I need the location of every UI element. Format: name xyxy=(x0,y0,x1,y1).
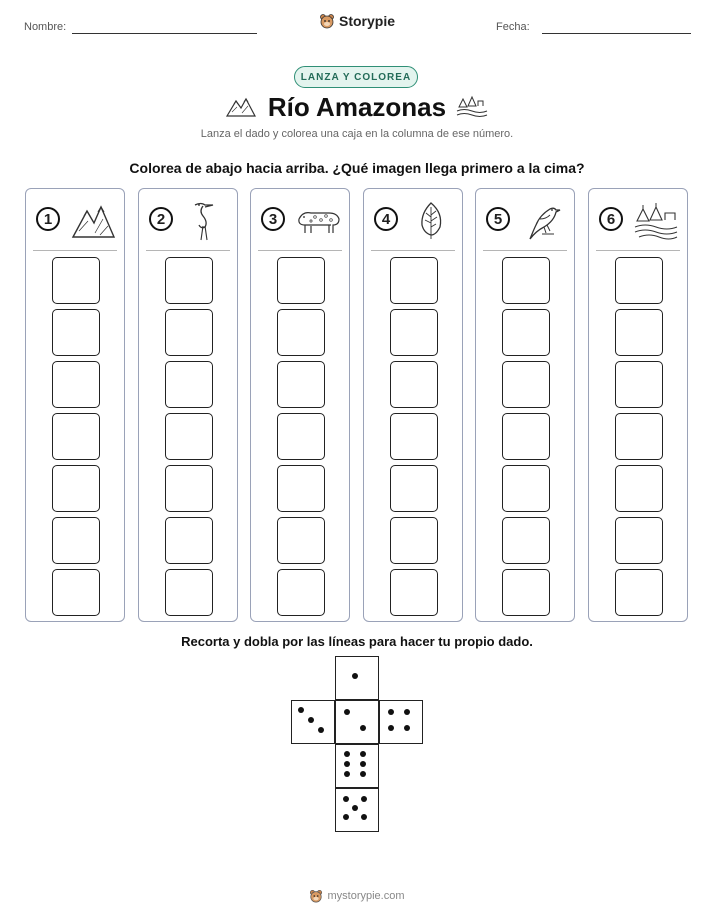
column-number: 1 xyxy=(36,207,60,231)
die-pip xyxy=(344,751,350,757)
brand-name: Storypie xyxy=(338,13,395,29)
name-line xyxy=(72,33,257,34)
color-box[interactable] xyxy=(615,361,663,408)
color-box[interactable] xyxy=(390,413,438,460)
color-box[interactable] xyxy=(52,309,100,356)
color-box[interactable] xyxy=(165,309,213,356)
die-face-3 xyxy=(291,700,335,744)
column-number: 6 xyxy=(599,207,623,231)
die-pip xyxy=(343,814,349,820)
color-box[interactable] xyxy=(615,465,663,512)
die-pip xyxy=(344,771,350,777)
bird-icon xyxy=(520,199,566,241)
column-2 xyxy=(138,188,238,622)
die-face-6 xyxy=(335,744,379,788)
color-box[interactable] xyxy=(615,257,663,304)
die-instruction: Recorta y dobla por las líneas para hacer tu propio dado. xyxy=(181,634,533,649)
column-number: 4 xyxy=(374,207,398,231)
color-box[interactable] xyxy=(52,361,100,408)
color-box[interactable] xyxy=(277,465,325,512)
color-box[interactable] xyxy=(165,517,213,564)
column-divider xyxy=(596,250,680,251)
color-box[interactable] xyxy=(52,569,100,616)
color-box[interactable] xyxy=(390,309,438,356)
die-pip xyxy=(352,805,358,811)
die-face-2 xyxy=(335,700,379,744)
page-title: Río Amazonas xyxy=(267,92,447,122)
color-box[interactable] xyxy=(390,517,438,564)
column-divider xyxy=(258,250,342,251)
die-pip xyxy=(344,709,350,715)
die-pip xyxy=(360,725,366,731)
die-pip xyxy=(361,796,367,802)
color-box[interactable] xyxy=(502,309,550,356)
color-box[interactable] xyxy=(502,413,550,460)
color-box[interactable] xyxy=(277,569,325,616)
color-box[interactable] xyxy=(502,361,550,408)
color-box[interactable] xyxy=(165,569,213,616)
mountains-icon xyxy=(70,199,116,241)
color-box[interactable] xyxy=(277,361,325,408)
column-number: 5 xyxy=(486,207,510,231)
village-river-icon xyxy=(633,199,679,241)
die-pip xyxy=(360,771,366,777)
brand-logo xyxy=(0,13,714,32)
die-pip xyxy=(352,673,358,679)
color-box[interactable] xyxy=(502,465,550,512)
die-pip xyxy=(318,727,324,733)
die-pip xyxy=(388,725,394,731)
color-box[interactable] xyxy=(390,257,438,304)
color-box[interactable] xyxy=(277,517,325,564)
coloring-instruction: Colorea de abajo hacia arriba. ¿Qué imagen llega primero a la cima? xyxy=(129,160,585,176)
color-box[interactable] xyxy=(277,413,325,460)
bear-mascot-icon xyxy=(309,889,323,903)
village-river-icon xyxy=(456,93,488,119)
die-pip xyxy=(344,761,350,767)
color-box[interactable] xyxy=(615,517,663,564)
color-box[interactable] xyxy=(165,413,213,460)
color-box[interactable] xyxy=(615,413,663,460)
die-pip xyxy=(298,707,304,713)
die-pip xyxy=(404,725,410,731)
die-face-5 xyxy=(335,788,379,832)
color-box[interactable] xyxy=(165,257,213,304)
color-box[interactable] xyxy=(52,257,100,304)
leaf-icon xyxy=(408,199,454,241)
column-number: 3 xyxy=(261,207,285,231)
footer xyxy=(0,889,714,906)
page-subtitle: Lanza el dado y colorea una caja en la columna de ese número. xyxy=(200,128,514,140)
jaguar-icon xyxy=(295,199,341,241)
column-divider xyxy=(33,250,117,251)
column-divider xyxy=(146,250,230,251)
color-box[interactable] xyxy=(165,361,213,408)
bear-mascot-icon xyxy=(319,13,335,29)
die-pip xyxy=(388,709,394,715)
activity-badge: LANZA Y COLOREA xyxy=(294,66,418,88)
name-label: Nombre: xyxy=(24,21,67,33)
color-box[interactable] xyxy=(52,517,100,564)
die-face-4 xyxy=(379,700,423,744)
color-box[interactable] xyxy=(52,465,100,512)
column-6 xyxy=(588,188,688,622)
die-pip xyxy=(308,717,314,723)
column-5 xyxy=(475,188,575,622)
color-box[interactable] xyxy=(390,361,438,408)
color-box[interactable] xyxy=(52,413,100,460)
die-pip xyxy=(404,709,410,715)
column-4 xyxy=(363,188,463,622)
footer-url[interactable]: mystorypie.com xyxy=(327,890,405,902)
color-box[interactable] xyxy=(390,465,438,512)
die-pip xyxy=(361,814,367,820)
color-box[interactable] xyxy=(502,569,550,616)
column-divider xyxy=(371,250,455,251)
color-box[interactable] xyxy=(277,309,325,356)
die-face-1 xyxy=(335,656,379,700)
die-pip xyxy=(343,796,349,802)
date-label: Fecha: xyxy=(496,21,530,33)
color-box[interactable] xyxy=(390,569,438,616)
die-pip xyxy=(360,751,366,757)
column-number: 2 xyxy=(149,207,173,231)
color-box[interactable] xyxy=(165,465,213,512)
column-1 xyxy=(25,188,125,622)
heron-icon xyxy=(183,199,229,241)
die-pip xyxy=(360,761,366,767)
column-3 xyxy=(250,188,350,622)
color-box[interactable] xyxy=(277,257,325,304)
color-box[interactable] xyxy=(615,569,663,616)
color-box[interactable] xyxy=(502,517,550,564)
color-box[interactable] xyxy=(502,257,550,304)
color-box[interactable] xyxy=(615,309,663,356)
date-line xyxy=(542,33,691,34)
column-divider xyxy=(483,250,567,251)
